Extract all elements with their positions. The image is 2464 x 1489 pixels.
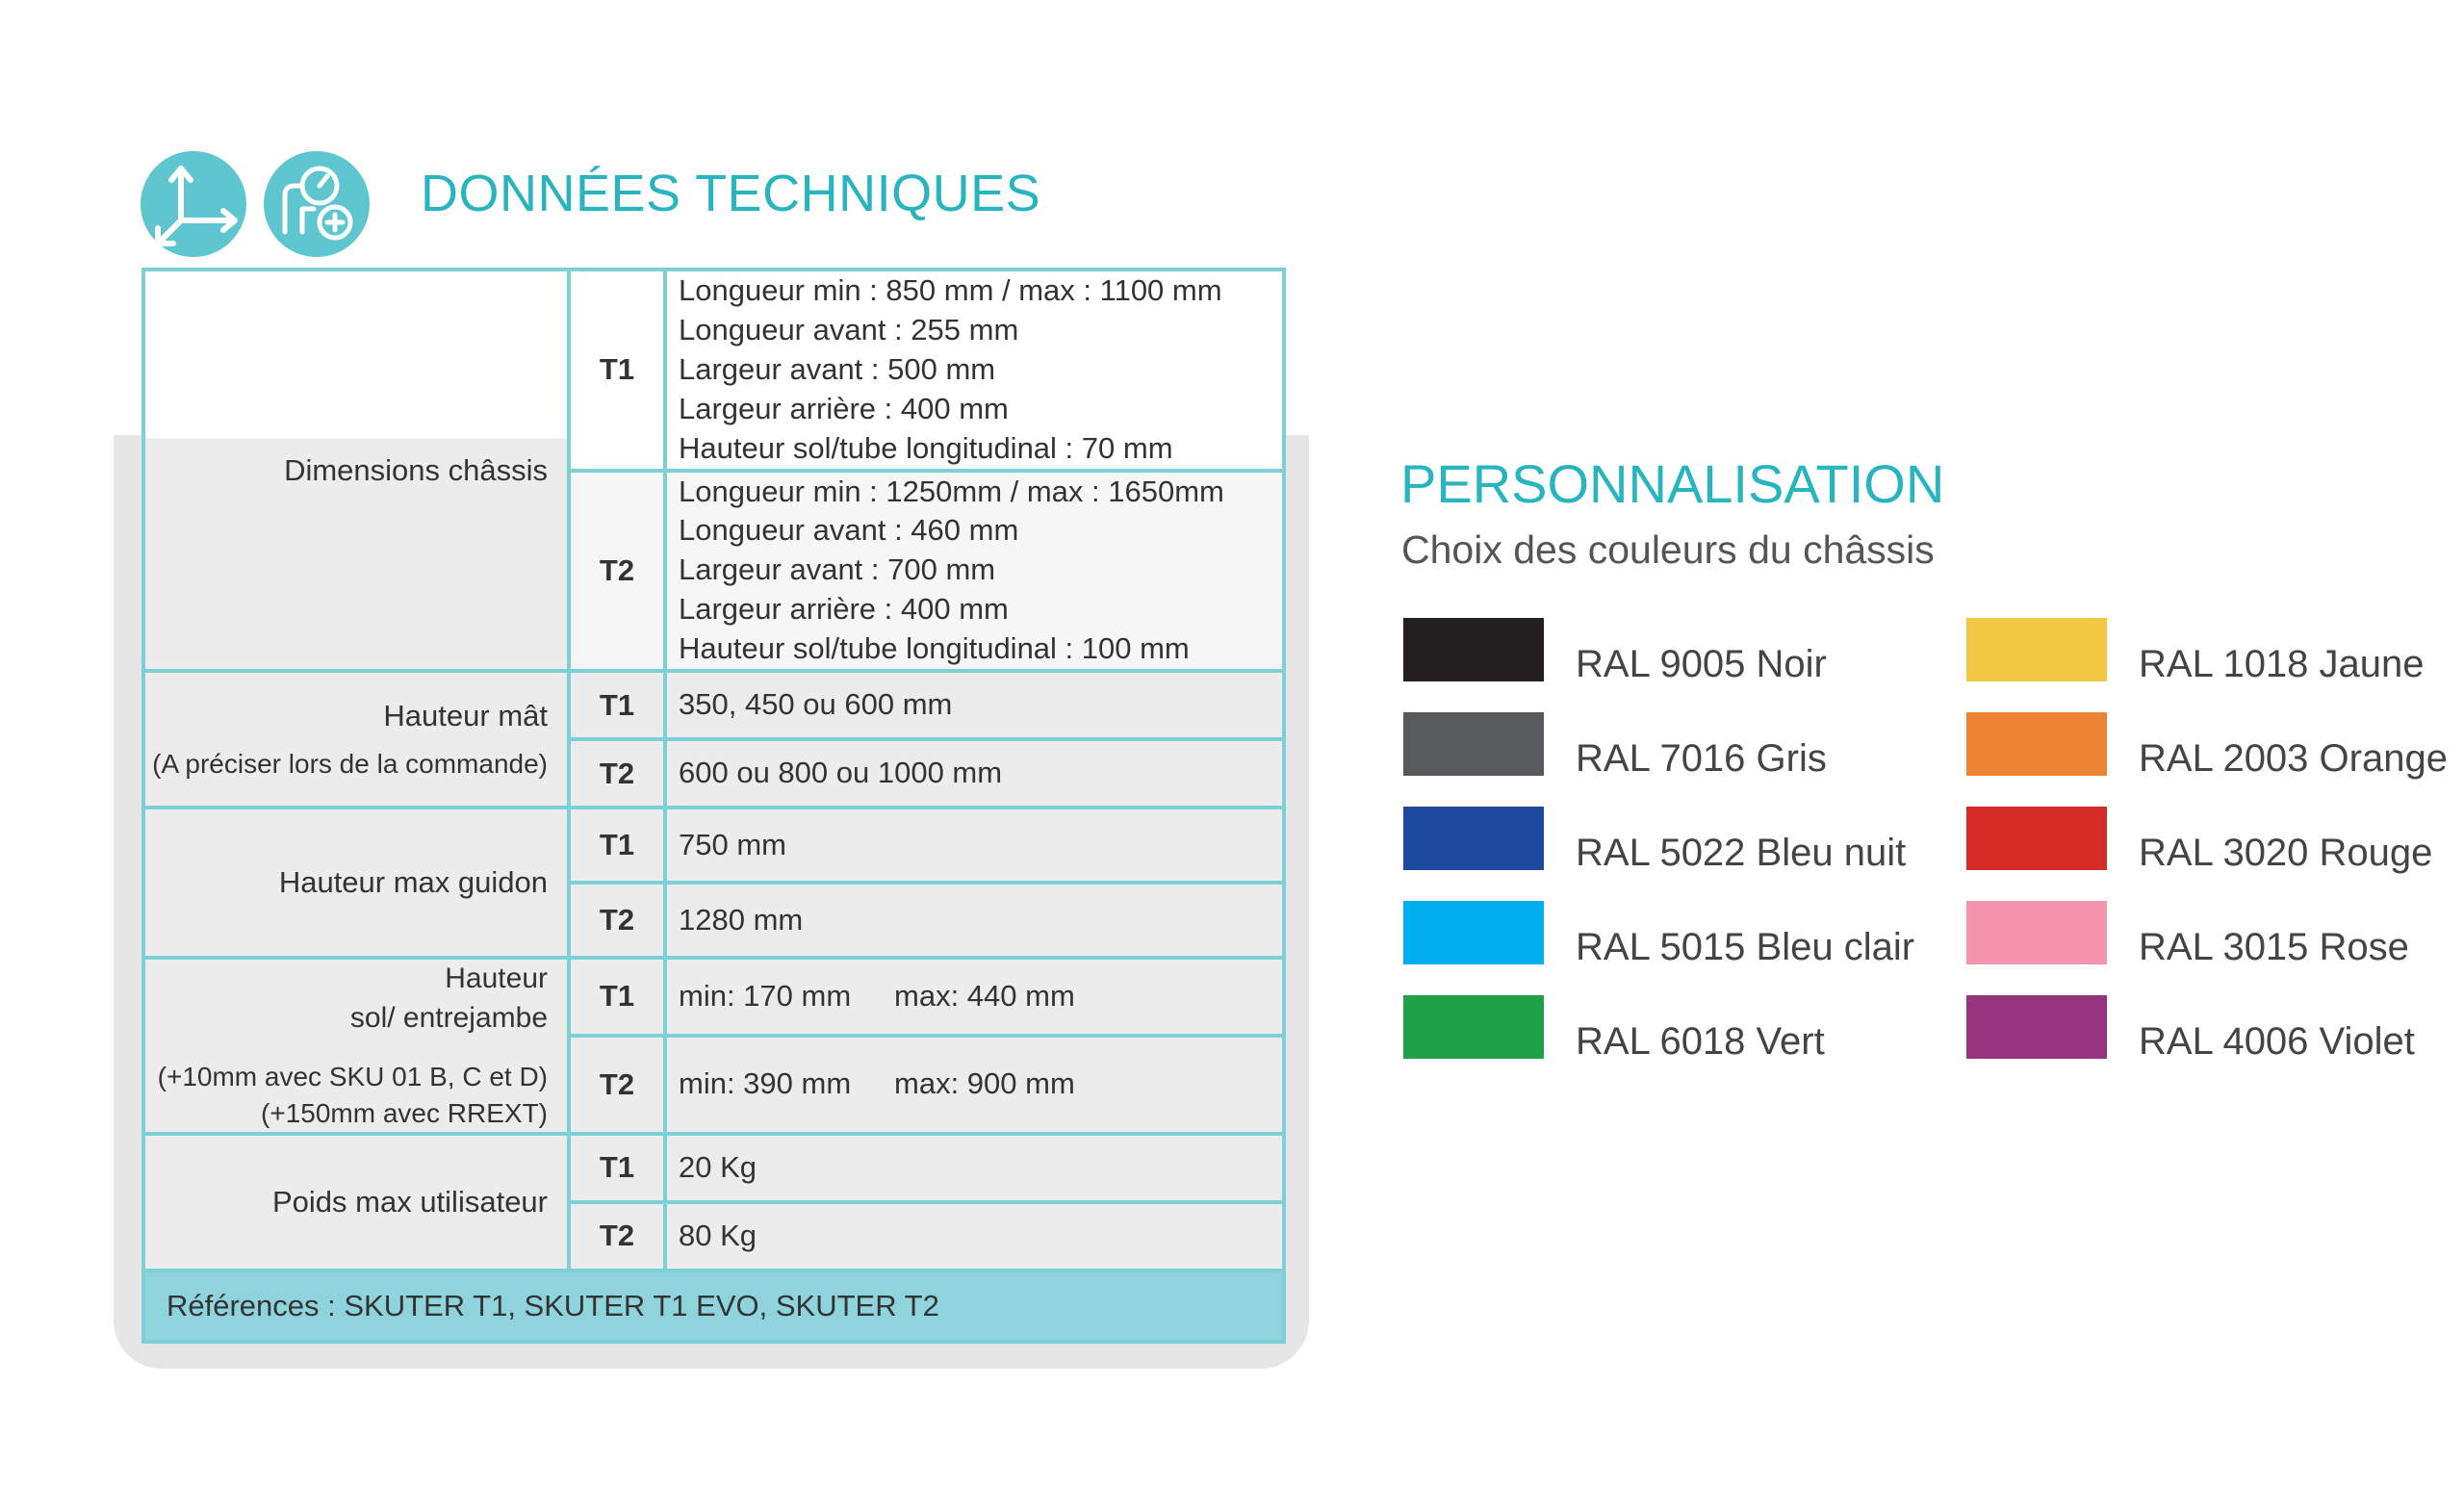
mat-label: Hauteur mât — [383, 699, 548, 733]
dimensions-t2-line: Longueur avant : 460 mm — [679, 513, 1019, 548]
color-swatch-label: RAL 6018 Vert — [1576, 1020, 1825, 1063]
color-swatch — [1403, 712, 1544, 776]
color-swatch — [1403, 807, 1544, 870]
tag-t1: T1 — [569, 671, 665, 739]
dimensions-t1-line: Longueur min : 850 mm / max : 1100 mm — [679, 273, 1222, 307]
dimensions-t2-line: Largeur arrière : 400 mm — [679, 592, 1009, 627]
weight-settings-icon — [264, 151, 370, 257]
row-label-poids: Poids max utilisateur — [143, 1134, 569, 1271]
color-swatch — [1966, 618, 2107, 681]
entrejambe-t2-min: min: 390 mm — [679, 1066, 852, 1101]
color-swatch-label: RAL 3020 Rouge — [2139, 832, 2433, 874]
color-swatch-label: RAL 7016 Gris — [1576, 737, 1827, 780]
tag-t2: T2 — [569, 471, 665, 672]
table-row — [143, 1134, 1284, 1202]
references-footer: Références : SKUTER T1, SKUTER T1 EVO, SKUTER T2 — [143, 1271, 1284, 1342]
personnalisation-subtitle: Choix des couleurs du châssis — [1401, 527, 1935, 572]
technical-data-table — [141, 268, 1286, 1344]
color-swatch — [1966, 712, 2107, 776]
table-row — [143, 1271, 1284, 1342]
color-swatch — [1966, 807, 2107, 870]
dimensions-t1-line: Largeur arrière : 400 mm — [679, 391, 1009, 425]
entrejambe-t1-values — [665, 958, 1284, 1035]
entrejambe-label-line: Hauteur — [445, 963, 548, 995]
color-swatch-label: RAL 5015 Bleu clair — [1576, 926, 1915, 968]
tag-t1: T1 — [569, 270, 665, 471]
dimensions-t1-line: Largeur avant : 500 mm — [679, 351, 996, 386]
row-label-dimensions: Dimensions châssis — [143, 270, 569, 671]
poids-t2-value: 80 Kg — [665, 1202, 1284, 1271]
mat-note: (A préciser lors de la commande) — [152, 749, 548, 780]
dimensions-t2-line: Largeur avant : 700 mm — [679, 552, 996, 587]
guidon-t1-value: 750 mm — [665, 808, 1284, 883]
axes-dimensions-icon — [141, 151, 246, 257]
table-row — [143, 808, 1284, 883]
row-label-entrejambe — [143, 958, 569, 1134]
color-swatch-label: RAL 2003 Orange — [2139, 737, 2448, 780]
color-swatch-label: RAL 1018 Jaune — [2139, 643, 2425, 685]
color-swatch-label: RAL 9005 Noir — [1576, 643, 1827, 685]
entrejambe-t2-values — [665, 1036, 1284, 1134]
entrejambe-note-line: (+10mm avec SKU 01 B, C et D) — [157, 1062, 548, 1092]
color-swatch — [1966, 995, 2107, 1059]
color-swatch — [1403, 995, 1544, 1059]
color-swatch — [1403, 901, 1544, 964]
dimensions-t1-values — [665, 270, 1284, 471]
table-row — [143, 958, 1284, 1035]
guidon-t2-value: 1280 mm — [665, 883, 1284, 958]
dimensions-t1-line: Longueur avant : 255 mm — [679, 312, 1019, 347]
personnalisation-title: PERSONNALISATION — [1400, 453, 1945, 514]
dimensions-t2-values — [665, 471, 1284, 672]
tag-t2: T2 — [569, 739, 665, 808]
color-swatch — [1966, 901, 2107, 964]
entrejambe-t2-max: max: 900 mm — [894, 1066, 1075, 1101]
tag-t2: T2 — [569, 883, 665, 958]
poids-t1-value: 20 Kg — [665, 1134, 1284, 1202]
tag-t2: T2 — [569, 1036, 665, 1134]
entrejambe-t1-min: min: 170 mm — [679, 978, 852, 1013]
color-swatch — [1403, 618, 1544, 681]
tag-t1: T1 — [569, 1134, 665, 1202]
row-label-guidon: Hauteur max guidon — [143, 808, 569, 958]
page-title: DONNÉES TECHNIQUES — [421, 165, 1041, 222]
mat-t1-value: 350, 450 ou 600 mm — [665, 671, 1284, 739]
color-swatch-label: RAL 3015 Rose — [2139, 926, 2409, 968]
tag-t1: T1 — [569, 958, 665, 1035]
entrejambe-t1-max: max: 440 mm — [894, 978, 1075, 1013]
color-swatch-label: RAL 4006 Violet — [2139, 1020, 2415, 1063]
table-row — [143, 270, 1284, 471]
entrejambe-note-line: (+150mm avec RREXT) — [261, 1097, 548, 1128]
tag-t2: T2 — [569, 1202, 665, 1271]
tag-t1: T1 — [569, 808, 665, 883]
dimensions-t2-line: Hauteur sol/tube longitudinal : 100 mm — [679, 631, 1190, 666]
row-label-mat — [143, 671, 569, 808]
table-row — [143, 671, 1284, 739]
mat-t2-value: 600 ou 800 ou 1000 mm — [665, 739, 1284, 808]
entrejambe-label-line: sol/ entrejambe — [349, 1001, 548, 1034]
dimensions-t2-line: Longueur min : 1250mm / max : 1650mm — [679, 474, 1224, 508]
dimensions-t1-line: Hauteur sol/tube longitudinal : 70 mm — [679, 430, 1173, 465]
color-swatch-label: RAL 5022 Bleu nuit — [1576, 832, 1907, 874]
